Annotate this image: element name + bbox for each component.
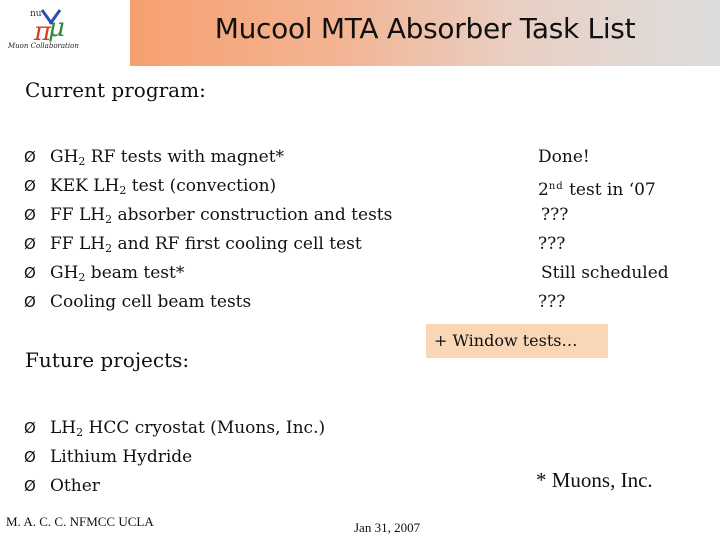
- list-item: Ø $GH_2$ beam test*: [24, 259, 392, 288]
- window-tests-note: + Window tests…: [426, 324, 608, 358]
- status-text: ???: [538, 234, 566, 254]
- list-item: Ø $GH_2$ RF tests with magnet*: [24, 143, 392, 172]
- arrow-bullet-icon: Ø: [24, 148, 36, 166]
- svg-text:nu: nu: [30, 9, 42, 19]
- arrow-bullet-icon: Ø: [24, 419, 36, 437]
- current-program-heading: Current program:: [25, 78, 206, 102]
- status-text: ???: [541, 205, 569, 225]
- status-column: [538, 143, 669, 317]
- list-item: Ø $LH_2$ HCC cryostat (Muons, Inc.): [24, 414, 325, 443]
- list-item: Ø Other: [24, 472, 325, 501]
- current-program-list: [24, 143, 392, 317]
- footer-date: Jan 31, 2007: [354, 520, 421, 535]
- svg-text:μ: μ: [48, 13, 65, 43]
- list-item: Ø FF $LH_2$ and RF first cooling cell test: [24, 230, 392, 259]
- list-item: Ø Cooling cell beam tests: [24, 288, 392, 317]
- arrow-bullet-icon: Ø: [24, 177, 36, 195]
- slide-title: Mucool MTA Absorber Task List: [214, 12, 636, 45]
- logo-caption: Muon Collaboration: [8, 42, 79, 50]
- future-projects-heading: Future projects:: [25, 348, 190, 372]
- slide-header: [0, 0, 720, 66]
- arrow-bullet-icon: Ø: [24, 477, 36, 495]
- footer-organization: M. A. C. C. NFMCC UCLA: [6, 514, 154, 529]
- muons-inc-footnote: * Muons, Inc.: [536, 468, 653, 492]
- list-item: Ø Lithium Hydride: [24, 443, 325, 472]
- status-text: Still scheduled: [541, 263, 669, 283]
- list-item: Ø KEK $LH_2$ test (convection): [24, 172, 392, 201]
- arrow-bullet-icon: Ø: [24, 206, 36, 224]
- arrow-bullet-icon: Ø: [24, 235, 36, 253]
- status-text: Done!: [538, 147, 590, 167]
- list-item: Ø FF $LH_2$ absorber construction and tests: [24, 201, 392, 230]
- muon-collaboration-logo: [2, 2, 128, 64]
- arrow-bullet-icon: Ø: [24, 293, 36, 311]
- arrow-bullet-icon: Ø: [24, 448, 36, 466]
- arrow-bullet-icon: Ø: [24, 264, 36, 282]
- status-text: ???: [538, 292, 566, 312]
- svg-text:π: π: [34, 17, 52, 47]
- status-text: 2nd test in ‘07: [538, 180, 656, 200]
- future-projects-list: [24, 414, 325, 501]
